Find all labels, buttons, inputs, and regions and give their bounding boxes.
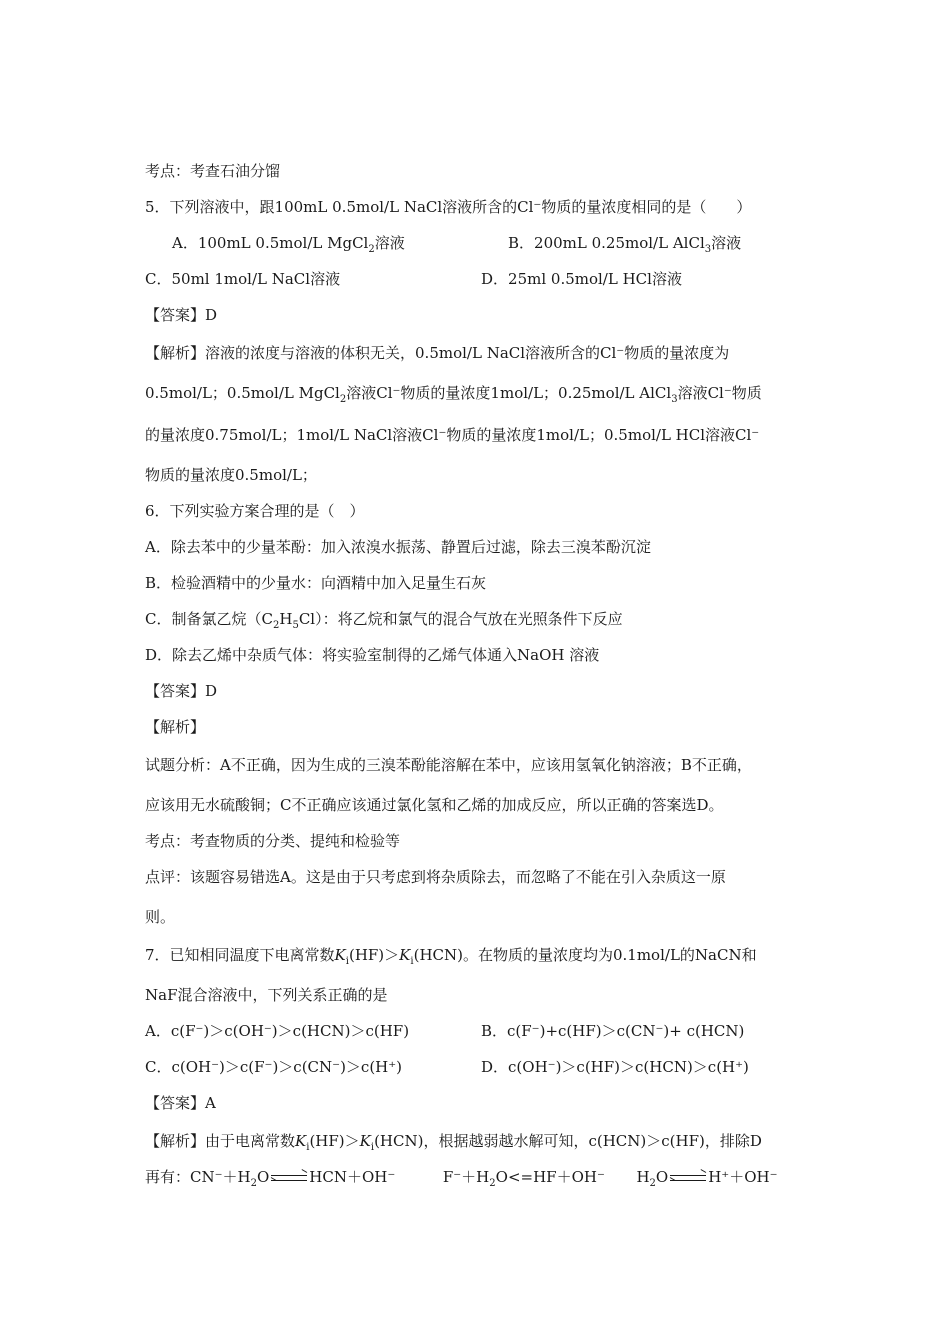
q6-comment-line2: 则。 xyxy=(145,908,176,926)
q6-option-a: A．除去苯中的少量苯酚：加入浓溴水振荡、静置后过滤，除去三溴苯酚沉淀 xyxy=(145,538,651,556)
q6-comment-line1: 点评：该题容易错选A。这是由于只考虑到将杂质除去，而忽略了不能在引入杂质这一原 xyxy=(145,868,726,886)
q6-analysis-line1: 试题分析：A不正确，因为生成的三溴苯酚能溶解在苯中，应该用氢氧化钠溶液；B不正确， xyxy=(145,756,752,774)
q6-option-c: C．制备氯乙烷$(C_2H_5Cl)$：将乙烷和氯气的混合气放在光照条件下反应 xyxy=(145,610,623,631)
question-7-stem-line2: NaF混合溶液中，下列关系正确的是 xyxy=(145,986,388,1004)
q7-analysis-line1: 【解析】由于电离常数$K_i(HF)>K_i(HCN)$，根据越弱越水解可知，c(HCN)＞c(HF)，排除D xyxy=(145,1132,762,1153)
question-6-stem: 6．下列实验方案合理的是（ ） xyxy=(145,502,365,520)
q7-answer: 【答案】A xyxy=(145,1094,216,1112)
q5-option-b: B．200mL 0.25mol/L AlCl$_3$溶液 xyxy=(508,234,742,255)
q6-analysis-heading: 【解析】 xyxy=(145,718,206,736)
q5-answer: 【答案】D xyxy=(145,306,218,324)
q7-hydrolysis-equations: 再有：$CN^-+H_2O$ HCN＋OH⁻ $F^-+H_2O<=HF+OH^-$ $H_2O$ H⁺＋OH⁻ xyxy=(145,1168,778,1189)
q7-option-d: D．c(OH⁻)＞c(HF)＞c(HCN)＞c(H⁺) xyxy=(481,1058,749,1076)
q7-option-a: A．c(F⁻)＞c(OH⁻)＞c(HCN)＞c(HF) xyxy=(145,1022,410,1040)
question-5-stem: 5．下列溶液中，跟100mL 0.5mol/L NaCl溶液所含的Cl⁻物质的量浓度相同的是（ ） xyxy=(145,198,752,216)
q5-analysis-line4: 物质的量浓度0.5mol/L； xyxy=(145,466,317,484)
q6-analysis-line2: 应该用无水硫酸铜；C不正确应该通过氯化氢和乙烯的加成反应，所以正确的答案选D。 xyxy=(145,796,724,814)
q6-kaodian: 考点：考查物质的分类、提纯和检验等 xyxy=(145,832,401,850)
q5-analysis-line1: 【解析】溶液的浓度与溶液的体积无关，0.5mol/L NaCl溶液所含的Cl⁻物质的量浓度为 xyxy=(145,344,730,362)
equilibrium-arrow-icon xyxy=(271,1173,307,1183)
q5-option-c: C．50ml 1mol/L NaCl溶液 xyxy=(145,270,341,288)
q5-analysis-line2: 0.5mol/L；0.5mol/L MgCl$_2$溶液Cl⁻物质的量浓度1mol/L；0.25mol/L AlCl$_3$溶液Cl⁻物质 xyxy=(145,384,762,405)
q6-option-b: B．检验酒精中的少量水：向酒精中加入足量生石灰 xyxy=(145,574,487,592)
q5-option-d: D．25ml 0.5mol/L HCl溶液 xyxy=(481,270,682,288)
kaodian-q4: 考点：考查石油分馏 xyxy=(145,162,281,180)
q6-option-d: D．除去乙烯中杂质气体：将实验室制得的乙烯气体通入NaOH 溶液 xyxy=(145,646,600,664)
q7-option-c: C．c(OH⁻)＞c(F⁻)＞c(CN⁻)＞c(H⁺) xyxy=(145,1058,403,1076)
q5-analysis-line3: 的量浓度0.75mol/L；1mol/L NaCl溶液Cl⁻物质的量浓度1mol/L；0.5mol/L HCl溶液Cl⁻ xyxy=(145,426,760,444)
q7-option-b: B．c(F⁻)+c(HF)＞c(CN⁻)+ c(HCN) xyxy=(481,1022,745,1040)
q5-option-a: A．100mL 0.5mol/L MgCl$_2$溶液 xyxy=(172,234,405,255)
question-7-stem-line1: 7．已知相同温度下电离常数$K_i(HF)>K_i(HCN)$。在物质的量浓度均为0.1mol/L的NaCN和 xyxy=(145,946,757,967)
equilibrium-arrow-icon xyxy=(670,1173,706,1183)
q6-answer: 【答案】D xyxy=(145,682,218,700)
